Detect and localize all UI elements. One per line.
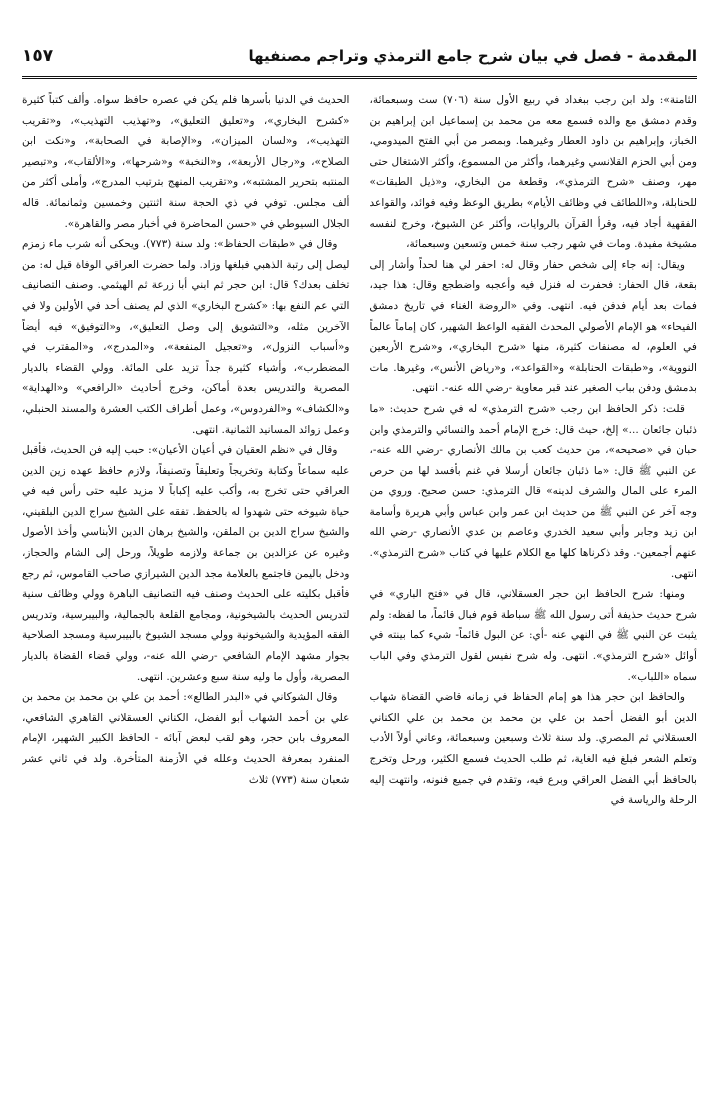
paragraph: والحافظ ابن حجر هذا هو إمام الحفاظ في زمانه قاضي القضاة شهاب الدين أبو الفضل أحمد بن علي بن محمد بن محمد بن علي الكناني العسقلاني ثم المصري. ولد سنة ثلاث وسبعين وسبعمائة، وعاني أولاً الأدب وتعلم الشعر فبلغ فيه الغاية، ثم طلب الحديث فسمع الكثير، ورحل وتخرج بالحافظ أبي الفضل العراقي وبرع فيه، وتقدم في جميع فنونه، وانتهت إليه الرحلة والرياسة في bbox=[369, 691, 697, 807]
right-column bbox=[370, 90, 698, 1102]
paragraph: الثامنة»: ولد ابن رجب ببغداد في ربيع الأول سنة (٧٠٦) ست وسبعمائة، وقدم دمشق مع والده فسمع معه من محمد بن إسماعيل ابن إبراهيم بن الخباز، وإبراهيم بن داود العطار وغيرهما. وبمصر من أبي الفتح الميدومي، ومن أبي الحزم القلانسي وغيرهما، وأكثر من المسموع، وأكثر الاشتغال حتى مهر، وصنف «شرح الترمذي»، وقطعة من البخاري، و«ذيل الطبقات» للحنابلة، و«اللطائف في وظائف الأيام» بطريق الوعظ وفيه فوائد، والقواعد الفقهية أجاد فيه، وقرأ القرآن بالروايات، وأكثر عن الشيوخ، وخرج لنفسه مشيخة مفيدة. ومات في شهر رجب سنة خمس وتسعين وسبعمائة، bbox=[369, 94, 697, 251]
running-title: المقدمة - فصل في بيان شرح جامع الترمذي وتراجم مصنفيها bbox=[248, 47, 697, 65]
left-column bbox=[22, 90, 350, 1102]
page-header bbox=[22, 36, 697, 79]
page-number: ١٥٧ bbox=[22, 46, 54, 66]
paragraph: وقال في «طبقات الحفاظ»: ولد سنة (٧٧٣). ويحكى أنه شرب ماء زمزم ليصل إلى رتبة الذهبي فبلغها وزاد. ولما حضرت العراقي الوفاة قيل له: من تخلف بعدك؟ قال: ابن حجر ثم ابني أبا زرعة ثم الهيثمي. وصنف التصانيف التي عم النفع بها: «كشرح البخاري» الذي لم يصنف أحد في الأولين ولا في الآخرين مثله، و«التشويق إلى وصل التعليق»، و«التوفيق» فيه أيضاً و«أسباب النزول»، و«تعجيل المنفعة»، و«المدرج»، و«المقترب في المضطرب»، وأشياء كثيرة جداً تزيد على المائة. وولي القضاء بالديار المصرية والتدريس بعدة أماكن، وخرج أحاديث «الرافعي» و«الهداية» و«الكشاف» و«الفردوس»، وعمل أطراف الكتب العشرة والمسند الحنبلي، وعمل زوائد المسانيد الثمانية. انتهى. bbox=[22, 238, 350, 436]
paragraph: وقال الشوكاني في «البدر الطالع»: أحمد بن علي بن محمد بن محمد بن علي بن أحمد الشهاب أبو الفضل، الكناني العسقلاني القاهري الشافعي، المعروف بابن حجر، وهو لقب لبعض آبائه - الحافظ الكبير الشهير، الإمام المنفرد بمعرفة الحديث وعلله في الأزمنة المتأخرة. ولد في ثاني عشر شعبان سنة (٧٧٣) ثلاث bbox=[22, 691, 350, 786]
paragraph: وقال في «نظم العقيان في أعيان الأعيان»: حبب إليه فن الحديث، فأقبل عليه سماعاً وكتابة وتخريجاً وتعليقاً وتصنيفاً، ولازم حافظ عهده زين الدين العراقي حتى تخرج به، وأكب عليه إكباباً لا مزيد عليه حتى رأس فيه في حياة شيوخه حتى شهدوا له بالحفظ. تفقه على الشيخ سراج الدين البلقيني، والشيخ سراج الدين بن الملقن، والشيخ برهان الدين الأبناسي وأخذ الأصول وغيره عن عزالدين بن جماعة ولازمه طويلاً، ورحل إلى الشام والحجاز، ودخل باليمن فاجتمع بالعلامة مجد الدين الشيرازي صاحب القاموس، ثم رجع فأقبل بكليته على الحديث وصنف فيه التصانيف الباهرة وولي وظائف سنية لتدريس الحديث بالشيخونية، ومجامع القلعة بالجمالية، والبيبرسية، وتدريس الفقه المؤيدية والشيخونية وولي مسجد الشيوخ بالبيبرسية ومسجد الصلاحية بجوار مشهد الإمام الشافعي -رضي الله عنه-، وولي قضاء القضاة بالديار المصرية، وأول ما وليه سنة سبع وعشرين. انتهى. bbox=[22, 444, 350, 683]
text-columns bbox=[22, 90, 697, 1102]
paragraph: الحديث في الدنيا بأسرها فلم يكن في عصره حافظ سواه. وألف كتباً كثيرة «كشرح البخاري»، و«تعليق التعليق»، و«تهذيب التهذيب»، و«تقريب التهذيب»، و«لسان الميزان»، و«الإصابة في الصحابة»، و«نكت ابن الصلاح»، و«رجال الأربعة»، و«النخبة» و«شرحها»، و«الألقاب»، و«تبصير المنتبه بتحرير المشتبه»، و«تقريب المنهج بترتيب المدرج»، وأملى أكثر من ألف مجلس. توفي في ذي الحجة سنة اثنتين وخمسين وثمانمائة. قاله الجلال السيوطي في «حسن المحاضرة في أخبار مصر والقاهرة». bbox=[22, 94, 350, 230]
paragraph: ويقال: إنه جاء إلى شخص حفار وقال له: احفر لي هنا لحداً وأشار إلى بقعة، قال الحفار: فحفرت له فنزل فيه وأعجبه واضطجع وقال: هذا جيد، فمات بعد أيام فدفن فيه. انتهى. وفي «الروضة الغناء في تاريخ دمشق الفيحاء» هو الإمام الأصولي المحدث الفقيه الواعظ الشهير، كان إماماً عالماً في العلوم، له مصنفات كثيرة، منها «شرح البخاري»، و«شرح الأربعين النووية»، و«طبقات الحنابلة» و«القواعد»، و«رياض الأنس»، وغيرها. مات بدمشق ودفن بباب الصغير عند قبر معاوية -رضي الله عنه-. انتهى. bbox=[369, 258, 697, 395]
paragraph: قلت: ذكر الحافظ ابن رجب «شرح الترمذي» له في شرح حديث: «ما ذئبان جائعان ...» إلخ، حيث قال: خرج الإمام أحمد والنسائي والترمذي وابن حبان في «صحيحه»، من حديث كعب بن مالك الأنصاري -رضي الله عنه-، عن النبي ﷺ قال: «ما ذئبان جائعان أرسلا في غنم بأفسد لها من حرص المرء على المال والشرف لدينه» قال الترمذي: حسن صحيح. وروي من وجه آخر عن النبي ﷺ من حديث ابن عمر وابن عباس وأبي هريرة وأسامة ابن زيد وجابر وأبي سعيد الخدري وعاصم بن عدي الأنصاري -رضي الله عنهم أجمعين-. وقد ذكرناها كلها مع الكلام عليها في كتاب «شرح الترمذي». انتهى. bbox=[369, 402, 697, 580]
paragraph: ومنها: شرح الحافظ ابن حجر العسقلاني، قال في «فتح الباري» في شرح حديث حذيفة أتى رسول الله ﷺ سباطة قوم فبال قائماً، ما لفظه: ولم يثبت عن النبي ﷺ في النهي عنه -أي: عن البول قائماً- شيء كما بينته في أوائل «شرح الترمذي». انتهى. وله شرح نفيس لقول الترمذي وفي الباب سماه «اللباب». bbox=[369, 588, 697, 683]
